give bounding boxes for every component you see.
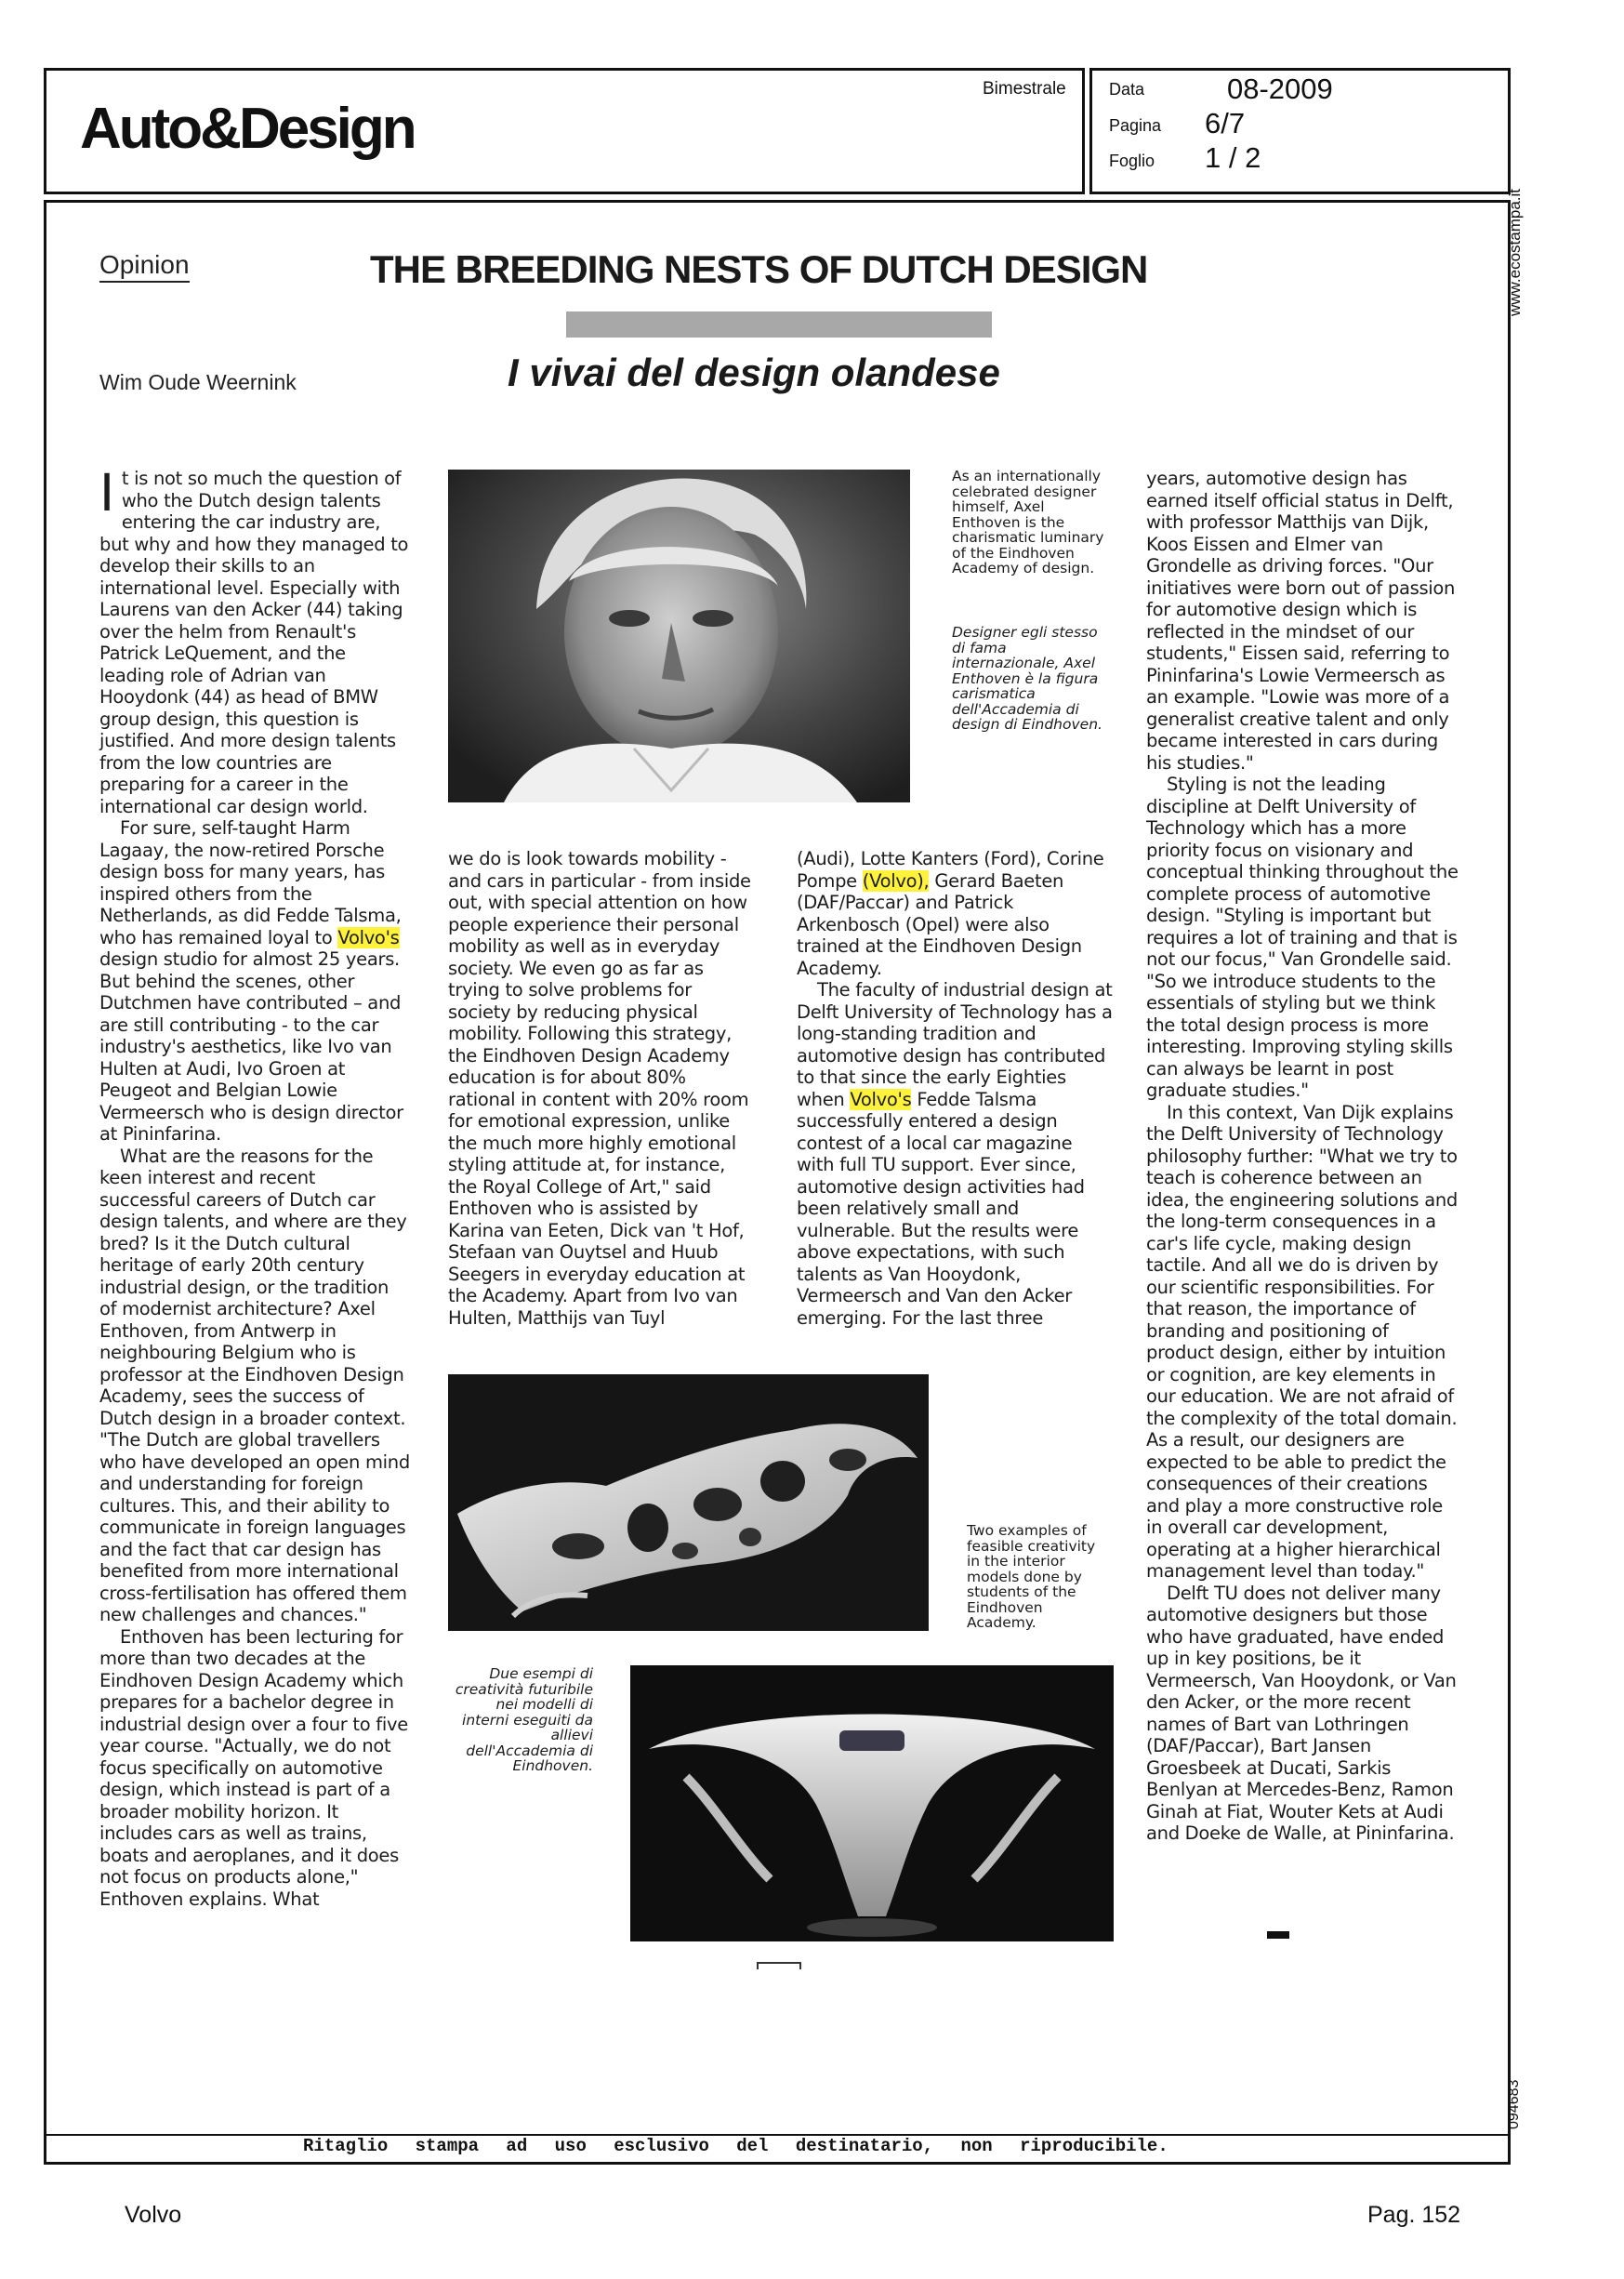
model-photo-1 (448, 1374, 929, 1631)
date-label: Data (1109, 80, 1145, 99)
paragraph: Delft TU does not deliver many automotive designers but those who have graduated, have ended up in key positions, be it Vermeersch, Van Hooydonk, or Van den Acker, or the more recent names of Bart van Lothringen (DAF/Paccar), Bart Jansen Groesbeek at Ducati, Sarkis Benlyan at Mercedes-Benz, Ramon Ginah at Fiat, Wouter Kets at Audi and Doeke de Walle, at Pininfarina. (1146, 1582, 1457, 1844)
page-label: Pagina (1109, 116, 1162, 135)
highlight-volvo: Volvo's (850, 1088, 912, 1110)
paragraph-text: (Audi), Lotte Kanters (Ford), Corine Pompe (797, 848, 1104, 892)
paragraph: Enthoven has been lecturing for more than two decades at the Eindhoven Design Academy which prepares for a bachelor degree in industrial design over a four to five year course. "Actually, we do not focus specifically on automotive design, which instead is part of a broader mobility horizon. It includes cars as well as trains, boats and aeroplanes, and it does not focus on products alone," Enthoven explains. What (99, 1625, 408, 1910)
portrait-caption-it: Designer egli stesso di fama internazionale, Axel Enthoven è la figura carismatica dell'Accademia di design di Eindhoven. (952, 624, 1102, 733)
article-column-3 (797, 848, 1113, 1329)
drop-cap: I (99, 462, 114, 523)
highlight-volvo: (Volvo), (862, 869, 930, 892)
paragraph: What are the reasons for the keen interest and recent successful careers of Dutch car design talents, and where are they bred? Is it the Dutch cultural heritage of early 20th century industrial design, or the tradition of modernist architecture? Axel Enthoven, from Antwerp in neighbouring Belgium who is professor at the Eindhoven Design Academy, sees the success of Dutch design in a broader context. "The Dutch are global travellers who have developed an open mind and understanding for foreign cultures. This, and their ability to communicate in foreign languages and the fact that car design has benefited from more international cross-fertilisation has offered them new challenges and chances." (99, 1145, 410, 1625)
highlight-volvo: Volvo's (337, 926, 400, 948)
publication-logo: Auto&Design (80, 97, 415, 161)
article-column-2 (448, 848, 755, 1329)
paragraph: In this context, Van Dijk explains the Delft University of Technology philosophy further: "What we try to teach is coherence between an idea, the engineering solutions and the long-term consequences in a car's life cycle, making design tactile. And all we do is driven by our scientific responsibilities. For that reason, the importance of branding and positioning of product design, either by intuition or cognition, are key elements in our education. We are not afraid of the complexity of the total domain. As a result, our designers are expected to be able to predict the consequences of their creations and play a more constructive role in overall car development, operating at a higher hierarchical management level than today." (1146, 1101, 1458, 1582)
page-number: Pag. 152 (1367, 2202, 1461, 2228)
clipping-notice: Ritaglio stampa ad uso esclusivo del destinatario, non riproducibile. (303, 2136, 1168, 2156)
model-illustration-2 (630, 1665, 1114, 1941)
sheet-label: Foglio (1109, 152, 1155, 170)
paragraph (797, 979, 1113, 1329)
paragraph-text: For sure, self-taught Harm Lagaay, the now-retired Porsche design boss for many years, has inspired others from the Netherlands, as did Fedde Talsma, who has remained loyal to (99, 817, 402, 948)
paragraph: Styling is not the leading discipline at Delft University of Technology which has a more priority focus on visionary and conceptual thinking throughout the complete process of automotive design. "Styling is important but requires a lot of training and that is not our focus," Van Grondelle said. "So we introduce students to the essentials of styling but we think the total design process is more interesting. Improving styling skills can always be learnt in post graduate studies." (1146, 774, 1459, 1101)
article-title-en: THE BREEDING NESTS OF DUTCH DESIGN (370, 247, 1148, 291)
side-url: www.ecostampa.it (1506, 189, 1524, 316)
paragraph (99, 817, 411, 1146)
models-caption-en: Two examples of feasible creativity in the interior models done by students of the Eindhoven Academy. (967, 1522, 1096, 1631)
paragraph: years, automotive design has earned itself official status in Delft, with professor Matthijs van Dijk, Koos Eissen and Elmer van Grondelle as driving forces. "Our initiatives were born out of passion for automotive design which is reflected in the mindset of our students," Eissen said, referring to Pininfarina's Lowie Vermeersch as an example. "Lowie was more of a generalist creative talent and only became interested in cars during his studies." (1146, 468, 1456, 774)
title-divider-bar (566, 311, 992, 338)
paragraph (99, 462, 411, 817)
paragraph-text: Fedde Talsma successfully entered a design contest of a local car magazine with full TU support. Ever since, automotive design activities had been relatively small and vulnerable. But the results were above expectations, with such talents as Van Hooydonk, Vermeersch and Van den Acker emerging. For the last three (797, 1088, 1085, 1329)
page-value: 6/7 (1205, 107, 1246, 139)
page-turn-mark (757, 1962, 801, 1969)
section-label: Opinion (99, 249, 190, 283)
article-author: Wim Oude Weernink (99, 370, 297, 394)
date-value: 08-2009 (1227, 73, 1333, 105)
paragraph-text: t is not so much the question of who the Dutch design talents entering the car industry are, but why and how they managed to develop their skills to an international level. Especially with Laurens van den Acker (44) taking over the helm from Renault's Patrick LeQuement, and the leading role of Adrian van Hooydonk (44) as head of BMW group design, this question is justified. And more design talents from the low countries are preparing for a career in the international car design world. (99, 468, 409, 817)
publication-frequency: Bimestrale (983, 79, 1066, 99)
side-code: 094683 (1506, 2079, 1522, 2129)
client-name: Volvo (125, 2202, 182, 2228)
article-end-mark (1267, 1931, 1289, 1939)
paragraph-text: design studio for almost 25 years. But behind the scenes, other Dutchmen have contributed – and are still contributing - to the car industry's aesthetics, like Ivo van Hulten at Audi, Ivo Groen at Peugeot and Belgian Lowie Vermeersch who is design director at Pininfarina. (99, 948, 403, 1145)
portrait-illustration (448, 470, 910, 802)
paragraph-text: Gerard Baeten (DAF/Paccar) and Patrick Arkenbosch (Opel) were also trained at the Eindhoven Design Academy. (797, 869, 1082, 979)
model-illustration-1 (448, 1374, 929, 1631)
paragraph: we do is look towards mobility - and cars in particular - from inside out, with special attention on how people experience their personal mobility as well as in everyday society. We even go as far as trying to solve problems for society by reducing physical mobility. Following this strategy, the Eindhoven Design Academy education is for about 80% rational in content with 20% room for emotional expression, unlike the much more highly emotional styling attitude at, for instance, the Royal College of Art," said Enthoven who is assisted by Karina van Eeten, Dick van 't Hof, Stefaan van Ouytsel and Huub Seegers in everyday education at the Academy. Apart from Ivo van Hulten, Matthijs van Tuyl (448, 848, 751, 1329)
models-caption-it: Due esempi di creatività futuribile nei modelli di interni eseguiti da allievi dell'Accademia di Eindhoven. (455, 1665, 593, 1774)
paragraph (797, 848, 1113, 979)
article-column-1 (99, 462, 411, 1910)
paragraph-text: The faculty of industrial design at Delft University of Technology has a long-standing tradition and automotive design has contributed to that since the early Eighties when (797, 979, 1113, 1110)
portrait-caption-en: As an internationally celebrated designer himself, Axel Enthoven is the charismatic luminary of the Eindhoven Academy of design. (952, 468, 1104, 576)
article-column-4 (1146, 468, 1460, 1845)
model-photo-2 (630, 1665, 1114, 1941)
article-title-it: I vivai del design olandese (508, 351, 1000, 394)
portrait-photo (448, 470, 910, 802)
sheet-value: 1 / 2 (1205, 141, 1261, 174)
